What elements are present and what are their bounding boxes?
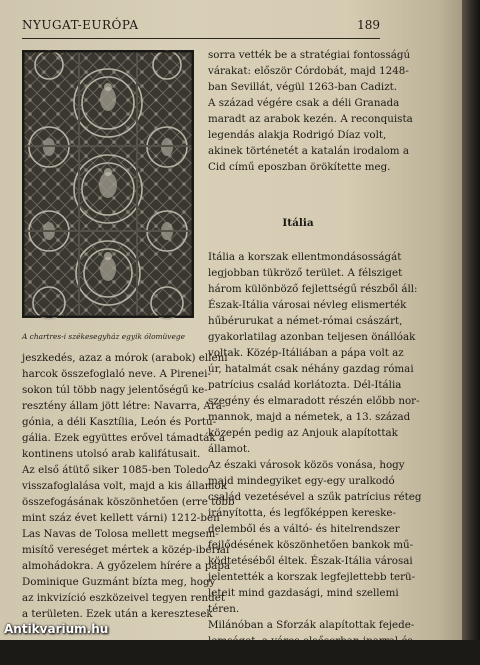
- right-text-column: [208, 47, 422, 665]
- text-line: Itália a korszak ellentmondásosságát: [208, 251, 402, 263]
- text-line: gónia, a déli Kasztília, León és Portu-: [22, 416, 217, 428]
- text-line: legendás alakja Rodrigó Díaz volt,: [208, 129, 387, 141]
- text-line: ban Sevillát, végül 1263-ban Cadizt.: [208, 81, 398, 93]
- text-line: posztógyártással foglalkozott. Stratégiai: [208, 651, 419, 663]
- watermark: Antikvarium.hu: [4, 622, 109, 636]
- text-line: leteit mind gazdasági, mind szellemi: [208, 587, 399, 599]
- text-line: Az északi városok közös vonása, hogy: [208, 459, 405, 471]
- right-column-bottom-text: [208, 249, 422, 665]
- text-line: úr, hatalmát csak néhány gazdag római: [208, 363, 414, 375]
- book-page-edge: [462, 0, 480, 640]
- text-line: közepén pedig az Anjouk alapítottak: [208, 427, 398, 439]
- text-line: a területen. Ezek után a keresztesek: [22, 608, 213, 620]
- text-line: az inkvizíció eszközeivel tegyen rendet: [22, 592, 226, 604]
- text-line: jelentették a korszak legfejlettebb terü-: [208, 571, 416, 583]
- text-line: téren.: [208, 603, 240, 615]
- text-line: gália. Ezek együttes erővel támadták a: [22, 432, 226, 444]
- text-line: Las Navas de Tolosa mellett megsem-: [22, 528, 219, 540]
- stained-glass-image: [23, 51, 193, 317]
- stained-glass-photo: [22, 50, 194, 318]
- text-line: sorra vették be a stratégiai fontosságú: [208, 49, 411, 61]
- text-line: Észak-Itália városai névleg elismerték: [208, 299, 407, 311]
- text-line: akinek történetét a katalán irodalom a: [208, 145, 409, 157]
- text-line: legjobban tükröző terület. A félsziget: [208, 267, 403, 279]
- text-line: Az első átütő siker 1085-ben Toledo: [22, 464, 209, 476]
- text-line: Dominique Guzmánt bízta meg, hogy: [22, 576, 216, 588]
- page-number: 189: [357, 18, 380, 32]
- text-line: mannok, majd a németek, a 13. század: [208, 411, 411, 423]
- figure-caption: A chartres-i székesegyház egyik ólomüvege: [22, 332, 185, 341]
- text-line: misítő vereséget mértek a közép-ibériai: [22, 544, 230, 556]
- text-line: almohádokra. A győzelem hírére a pápa: [22, 560, 231, 572]
- text-line: voltak. Közép-Itáliában a pápa volt az: [208, 347, 404, 359]
- text-line: várakat: először Córdobát, majd 1248-: [208, 65, 409, 77]
- section-title: Itália: [282, 217, 314, 229]
- text-line: lemséget, a város elsősorban iparral és: [208, 635, 413, 647]
- text-line: patrícius család korlátozta. Dél-Itália: [208, 379, 402, 391]
- text-line: mint száz évet kellett várni) 1212-ben: [22, 512, 220, 524]
- text-line: fejlődésének köszönhetően bankok mű-: [208, 539, 414, 551]
- text-line: majd mindegyiket egy-egy uralkodó: [208, 475, 395, 487]
- text-line: maradt az arabok kezén. A reconquista: [208, 113, 413, 125]
- right-column-top-text: [208, 47, 413, 175]
- text-line: sokon túl több nagy jelentőségű ke-: [22, 384, 208, 396]
- text-line: gyakorlatilag azonban teljesen önállóak: [208, 331, 416, 343]
- text-line: resztény állam jött létre: Navarra, Ara-: [22, 400, 226, 412]
- text-line: ködtetéséből éltek. Észak-Itália városai: [208, 555, 413, 567]
- text-line: jeszkedés, azaz a mórok (arabok) elleni: [22, 352, 228, 364]
- text-line: visszafoglalása volt, majd a kis államok: [22, 480, 227, 492]
- text-line: három különböző fejlettségű részből áll:: [208, 283, 418, 295]
- page-header: [22, 16, 380, 39]
- text-line: kontinens utolsó arab kalifátusait.: [22, 448, 201, 460]
- text-line: delemből és a váltó- és hitelrendszer: [208, 523, 400, 535]
- text-line: összefogásának köszönhetően (erre több: [22, 496, 235, 508]
- text-line: Milánóban a Sforzák alapítottak fejede-: [208, 619, 415, 631]
- text-line: hűbérurukat a német-római császárt,: [208, 315, 403, 327]
- text-line: szegény és elmaradott részén előbb nor-: [208, 395, 420, 407]
- text-line: harcok összefoglaló neve. A Pirenei-: [22, 368, 211, 380]
- text-line: A század végére csak a déli Granada: [208, 97, 400, 109]
- text-line: államot.: [208, 443, 251, 455]
- text-line: Cid című eposzban örökítette meg.: [208, 161, 391, 173]
- text-line: irányította, és legfőképpen kereske-: [208, 507, 396, 519]
- running-head: NYUGAT-EURÓPA: [22, 18, 139, 32]
- text-line: család vezetésével a szűk patrícius réteg: [208, 491, 422, 503]
